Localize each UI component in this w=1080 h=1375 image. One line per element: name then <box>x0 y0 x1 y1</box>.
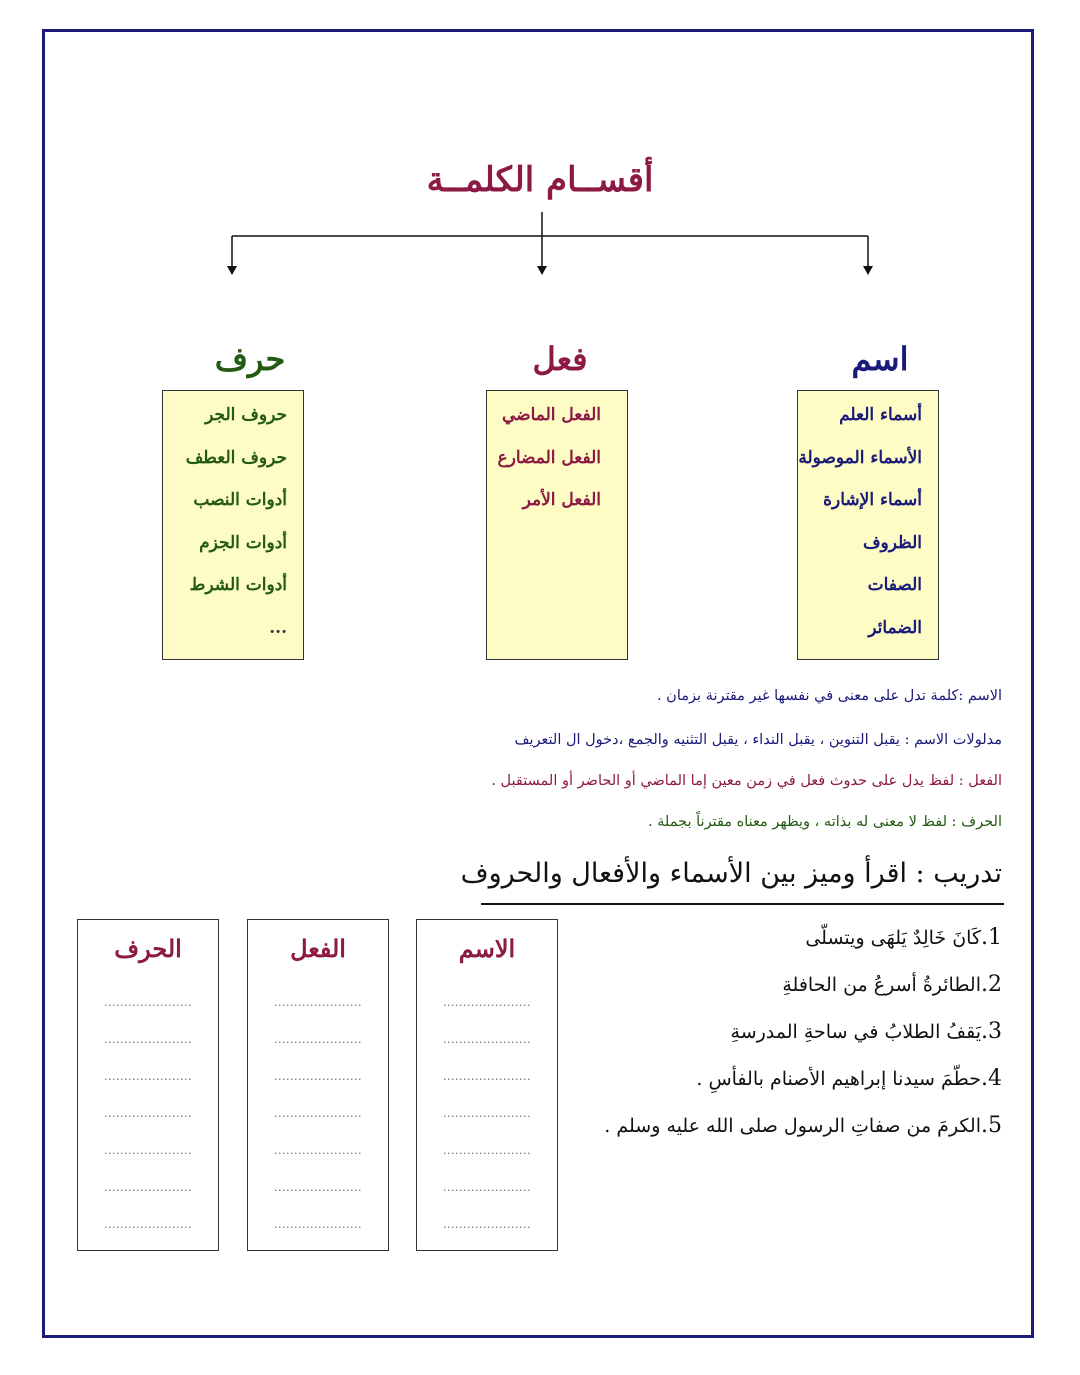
sentence-text: الكرمَ من صفاتِ الرسول صلى الله عليه وسلم . <box>604 1115 981 1137</box>
answer-blank[interactable]: ...................... <box>443 1033 531 1046</box>
noun-definition: الاسم :كلمة تدل على معنى في نفسها غير مقترنة بزمان . <box>656 688 1002 704</box>
particle-item: أدوات النصب <box>193 490 287 510</box>
particle-item: أدوات الجزم <box>199 532 287 553</box>
answer-blank[interactable]: ...................... <box>104 1070 192 1083</box>
sentence-number: 2. <box>981 972 1002 997</box>
verb-definition: الفعل : لفظ يدل على حدوث فعل في زمن معين إما الماضي أو الحاضر أو المستقبل . <box>491 773 1002 789</box>
answer-blank[interactable]: ...................... <box>443 1218 531 1231</box>
answer-blank[interactable]: ...................... <box>104 1107 192 1120</box>
answer-blank[interactable]: ...................... <box>274 996 362 1009</box>
particle-box <box>162 390 304 660</box>
noun-item: الصفات <box>867 575 922 595</box>
noun-item: الضمائر <box>868 617 922 638</box>
particle-heading: حرف <box>214 340 286 378</box>
answer-blank[interactable]: ...................... <box>104 996 192 1009</box>
answer-blank[interactable]: ...................... <box>443 1107 531 1120</box>
arrow-left <box>227 266 237 275</box>
arrow-center <box>537 266 547 275</box>
noun-heading: اسم <box>851 340 909 378</box>
answer-blank[interactable]: ...................... <box>104 1181 192 1194</box>
noun-item: الأسماء الموصولة <box>798 447 922 468</box>
answer-blank[interactable]: ...................... <box>443 1144 531 1157</box>
sentence-item <box>562 1059 1002 1106</box>
answer-blank[interactable]: ...................... <box>104 1144 192 1157</box>
answer-blank[interactable]: ...................... <box>274 1144 362 1157</box>
answer-column-heading: الفعل <box>290 934 346 963</box>
answer-blank[interactable]: ...................... <box>443 996 531 1009</box>
answer-blank[interactable]: ...................... <box>274 1218 362 1231</box>
page-title: أقســام الكلمــة <box>426 160 654 200</box>
particle-item: ... <box>269 617 287 638</box>
verb-item: الفعل المضارع <box>497 447 601 468</box>
noun-item: أسماء الإشارة <box>823 490 922 510</box>
sentence-text: يَقفُ الطلابُ في ساحةِ المدرسةِ <box>730 1021 981 1043</box>
answer-column-heading: الاسم <box>458 934 516 963</box>
answer-blank[interactable]: ...................... <box>274 1181 362 1194</box>
verb-item: الفعل الماضي <box>501 405 601 425</box>
sentence-number: 1. <box>981 925 1002 950</box>
answer-column-particle <box>77 919 219 1251</box>
particle-item: حروف الجر <box>205 405 287 425</box>
sentence-item <box>562 965 1002 1012</box>
noun-item: الظروف <box>862 532 922 553</box>
particle-definition: الحرف : لفظ لا معنى له بذاته ، ويظهر معناه مقترناً بجملة . <box>647 814 1002 830</box>
sentence-number: 5. <box>981 1113 1002 1138</box>
noun-signs: مدلولات الاسم : يقبل التنوين ، يقبل النداء ، يقبل التثنيه والجمع ،دخول ال التعريف <box>514 732 1002 748</box>
exercise-title-underline <box>481 903 1004 905</box>
answer-blank[interactable]: ...................... <box>274 1033 362 1046</box>
sentence-list <box>562 918 1002 1153</box>
answer-column-heading: الحرف <box>114 934 182 963</box>
sentence-item <box>562 1106 1002 1153</box>
sentence-text: كَانَ خَالِدٌ يَلهَى ويتسلّى <box>805 927 981 949</box>
noun-item: أسماء العلم <box>839 405 922 425</box>
sentence-item <box>562 918 1002 965</box>
answer-blank[interactable]: ...................... <box>443 1181 531 1194</box>
verb-box <box>486 390 628 660</box>
arrow-right <box>863 266 873 275</box>
tree-connectors <box>0 0 1080 300</box>
sentence-number: 4. <box>981 1066 1002 1091</box>
verb-item: الفعل الأمر <box>522 490 601 510</box>
particle-item: أدوات الشرط <box>189 575 287 595</box>
noun-box <box>797 390 939 660</box>
particle-item: حروف العطف <box>185 447 287 468</box>
answer-blank[interactable]: ...................... <box>274 1107 362 1120</box>
sentence-text: الطائرةُ أسرعُ من الحافلةِ <box>782 974 981 996</box>
verb-heading: فعل <box>532 340 588 378</box>
sentence-item <box>562 1012 1002 1059</box>
sentence-number: 3. <box>981 1019 1002 1044</box>
exercise-title: تدريب : اقرأ وميز بين الأسماء والأفعال والحروف <box>460 858 1002 889</box>
answer-blank[interactable]: ...................... <box>104 1033 192 1046</box>
sentence-text: حطّمَ سيدنا إبراهيم الأصنام بالفأسِ . <box>696 1068 981 1090</box>
answer-blank[interactable]: ...................... <box>104 1218 192 1231</box>
answer-blank[interactable]: ...................... <box>443 1070 531 1083</box>
answer-column-verb <box>247 919 389 1251</box>
answer-blank[interactable]: ...................... <box>274 1070 362 1083</box>
answer-column-noun <box>416 919 558 1251</box>
